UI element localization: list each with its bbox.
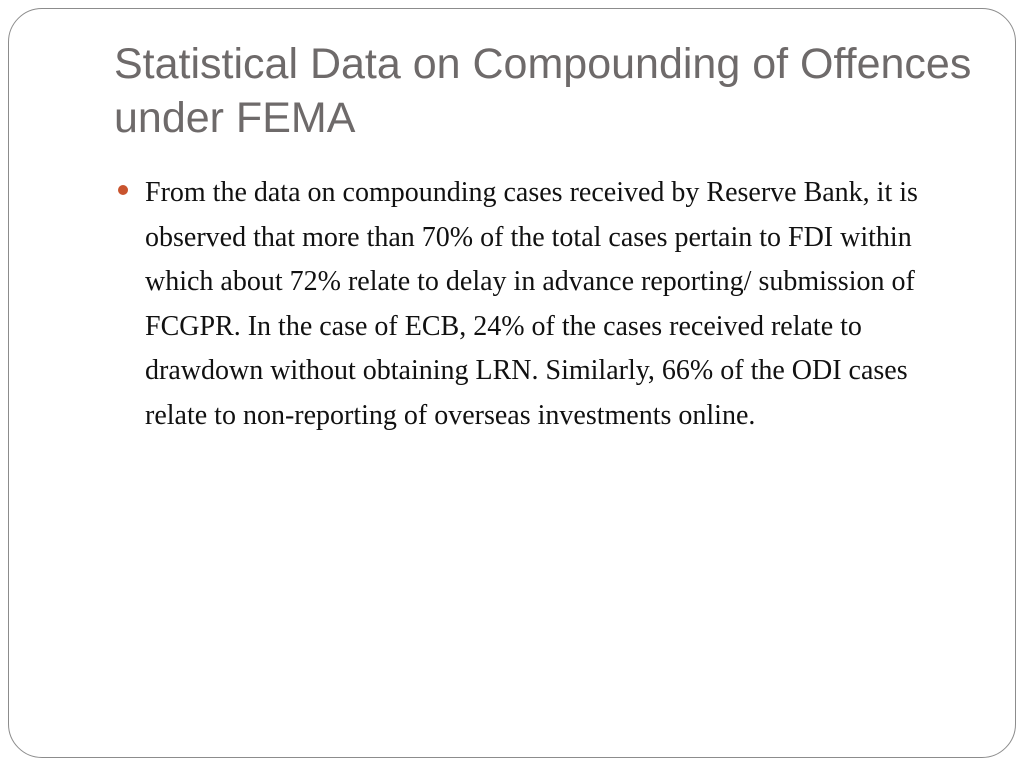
slide <box>8 8 1016 758</box>
bullet-item <box>114 171 964 438</box>
bullet-text: From the data on compounding cases received by Reserve Bank, it is observed that more than 70% of the total cases pertain to FDI within which about 72% relate to delay in advance reporting/ submission of FCGPR. In the case of ECB, 24% of the cases received relate to drawdown without obtaining LRN. Similarly, 66% of the ODI cases relate to non-reporting of overseas investments online. <box>145 177 918 431</box>
slide-title: Statistical Data on Compounding of Offences under FEMA <box>114 40 972 142</box>
bullet-list <box>114 171 964 438</box>
bullet-dot-icon <box>118 185 128 195</box>
